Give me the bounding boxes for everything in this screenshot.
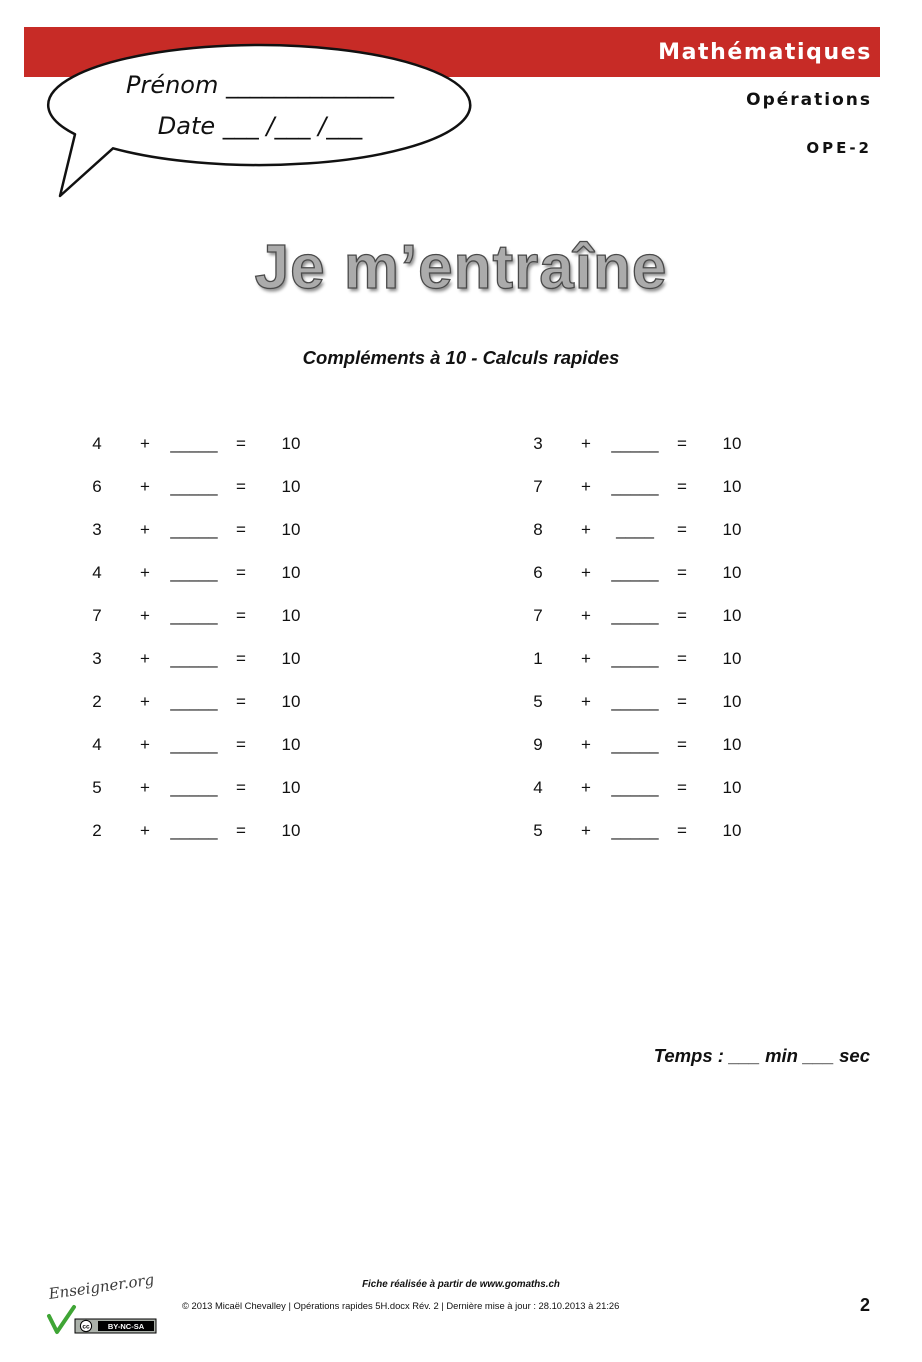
- answer-blank: _____: [611, 821, 659, 840]
- target-total: 10: [281, 434, 301, 453]
- target-total: 10: [722, 477, 742, 496]
- exercise-row: [0, 434, 330, 454]
- exercise-row: [0, 778, 330, 798]
- target-total: 10: [722, 778, 742, 797]
- plus-sign: +: [581, 778, 591, 797]
- plus-sign: +: [140, 692, 150, 711]
- exercise-row: [441, 821, 771, 841]
- answer-blank: _____: [611, 563, 659, 582]
- addend-number: 3: [92, 520, 102, 539]
- equals-sign: =: [236, 520, 246, 539]
- cc-license-badge: [75, 1319, 156, 1333]
- plus-sign: +: [581, 563, 591, 582]
- plus-sign: +: [140, 778, 150, 797]
- addend-number: 9: [533, 735, 543, 754]
- answer-blank: _____: [611, 649, 659, 668]
- license-terms: BY-NC-SA: [107, 1322, 145, 1331]
- answer-blank: _____: [170, 649, 218, 668]
- plus-sign: +: [581, 434, 591, 453]
- target-total: 10: [281, 477, 301, 496]
- addend-number: 4: [533, 778, 543, 797]
- worksheet-code: OPE-2: [806, 139, 872, 157]
- addend-number: 6: [533, 563, 543, 582]
- equals-sign: =: [236, 563, 246, 582]
- exercise-row: [0, 735, 330, 755]
- exercise-row: [441, 778, 771, 798]
- addend-number: 3: [533, 434, 543, 453]
- addend-number: 4: [92, 434, 102, 453]
- plus-sign: +: [581, 606, 591, 625]
- equals-sign: =: [236, 649, 246, 668]
- plus-sign: +: [581, 692, 591, 711]
- page-title: Je m’entraîne: [254, 233, 668, 302]
- equals-sign: =: [236, 606, 246, 625]
- exercise-row: [0, 477, 330, 497]
- target-total: 10: [722, 434, 742, 453]
- exercise-row: [441, 477, 771, 497]
- addend-number: 8: [533, 520, 543, 539]
- equals-sign: =: [236, 778, 246, 797]
- enseigner-logo-text: Enseigner.org: [47, 1270, 156, 1303]
- timer-line: Temps : ___ min ___ sec: [653, 1045, 870, 1066]
- answer-blank: _____: [170, 692, 218, 711]
- target-total: 10: [722, 821, 742, 840]
- speech-bubble: [0, 0, 480, 210]
- plus-sign: +: [140, 735, 150, 754]
- addend-number: 4: [92, 735, 102, 754]
- equals-sign: =: [677, 821, 687, 840]
- checkmark-icon: [49, 1307, 74, 1332]
- addend-number: 7: [533, 477, 543, 496]
- answer-blank: _____: [170, 477, 218, 496]
- subject-title: Mathématiques: [658, 40, 872, 65]
- addend-number: 3: [92, 649, 102, 668]
- plus-sign: +: [140, 563, 150, 582]
- answer-blank: _____: [170, 434, 218, 453]
- exercise-row: [0, 692, 330, 712]
- addend-number: 6: [92, 477, 102, 496]
- footer-source: Fiche réalisée à partir de www.gomaths.ch: [362, 1279, 560, 1290]
- date-field: Date ___ /___ /___: [157, 112, 363, 140]
- answer-blank: _____: [170, 520, 218, 539]
- exercise-row: [0, 520, 330, 540]
- plus-sign: +: [581, 735, 591, 754]
- equals-sign: =: [236, 735, 246, 754]
- exercise-row: [0, 649, 330, 669]
- addend-number: 2: [92, 692, 102, 711]
- target-total: 10: [281, 563, 301, 582]
- exercise-column-right: [441, 434, 771, 864]
- target-total: 10: [722, 563, 742, 582]
- target-total: 10: [281, 692, 301, 711]
- exercise-column-left: [0, 434, 330, 864]
- equals-sign: =: [677, 649, 687, 668]
- exercise-row: [441, 649, 771, 669]
- equals-sign: =: [236, 477, 246, 496]
- target-total: 10: [722, 520, 742, 539]
- answer-blank: _____: [611, 692, 659, 711]
- exercise-row: [441, 434, 771, 454]
- exercise-row: [0, 821, 330, 841]
- exercise-subtitle: Compléments à 10 - Calculs rapides: [302, 347, 620, 368]
- page-number: 2: [859, 1295, 870, 1315]
- exercise-row: [441, 520, 771, 540]
- plus-sign: +: [581, 821, 591, 840]
- answer-blank: _____: [611, 778, 659, 797]
- plus-sign: +: [140, 477, 150, 496]
- equals-sign: =: [677, 477, 687, 496]
- name-field: Prénom ______________: [125, 71, 394, 99]
- equals-sign: =: [677, 563, 687, 582]
- answer-blank: ____: [616, 520, 654, 539]
- equals-sign: =: [236, 434, 246, 453]
- answer-blank: _____: [170, 735, 218, 754]
- equals-sign: =: [677, 778, 687, 797]
- target-total: 10: [722, 649, 742, 668]
- plus-sign: +: [140, 606, 150, 625]
- addend-number: 5: [533, 821, 543, 840]
- equals-sign: =: [677, 434, 687, 453]
- target-total: 10: [281, 649, 301, 668]
- addend-number: 4: [92, 563, 102, 582]
- answer-blank: _____: [170, 563, 218, 582]
- answer-blank: _____: [611, 477, 659, 496]
- target-total: 10: [281, 606, 301, 625]
- target-total: 10: [281, 778, 301, 797]
- exercise-row: [441, 692, 771, 712]
- plus-sign: +: [140, 434, 150, 453]
- addend-number: 7: [92, 606, 102, 625]
- equals-sign: =: [236, 692, 246, 711]
- equals-sign: =: [677, 606, 687, 625]
- answer-blank: _____: [611, 606, 659, 625]
- addend-number: 7: [533, 606, 543, 625]
- target-total: 10: [281, 821, 301, 840]
- answer-blank: _____: [170, 778, 218, 797]
- target-total: 10: [281, 735, 301, 754]
- addend-number: 5: [533, 692, 543, 711]
- answer-blank: _____: [170, 821, 218, 840]
- answer-blank: _____: [170, 606, 218, 625]
- plus-sign: +: [140, 649, 150, 668]
- enseigner-logo: [44, 1286, 164, 1338]
- answer-blank: _____: [611, 434, 659, 453]
- equals-sign: =: [677, 520, 687, 539]
- footer-copyright: © 2013 Micaël Chevalley | Opérations rapides 5H.docx Rév. 2 | Dernière mise à jour : 28.10.2013 à 21:26: [182, 1300, 620, 1311]
- exercise-row: [0, 606, 330, 626]
- exercise-row: [441, 735, 771, 755]
- target-total: 10: [722, 606, 742, 625]
- exercise-row: [441, 606, 771, 626]
- cc-label: cc: [82, 1323, 90, 1331]
- equals-sign: =: [677, 735, 687, 754]
- plus-sign: +: [581, 477, 591, 496]
- exercise-row: [441, 563, 771, 583]
- target-total: 10: [722, 735, 742, 754]
- plus-sign: +: [140, 520, 150, 539]
- addend-number: 2: [92, 821, 102, 840]
- exercise-row: [0, 563, 330, 583]
- equals-sign: =: [677, 692, 687, 711]
- answer-blank: _____: [611, 735, 659, 754]
- plus-sign: +: [581, 649, 591, 668]
- topic-label: Opérations: [746, 90, 872, 110]
- addend-number: 1: [533, 649, 543, 668]
- target-total: 10: [722, 692, 742, 711]
- equals-sign: =: [236, 821, 246, 840]
- addend-number: 5: [92, 778, 102, 797]
- plus-sign: +: [581, 520, 591, 539]
- target-total: 10: [281, 520, 301, 539]
- plus-sign: +: [140, 821, 150, 840]
